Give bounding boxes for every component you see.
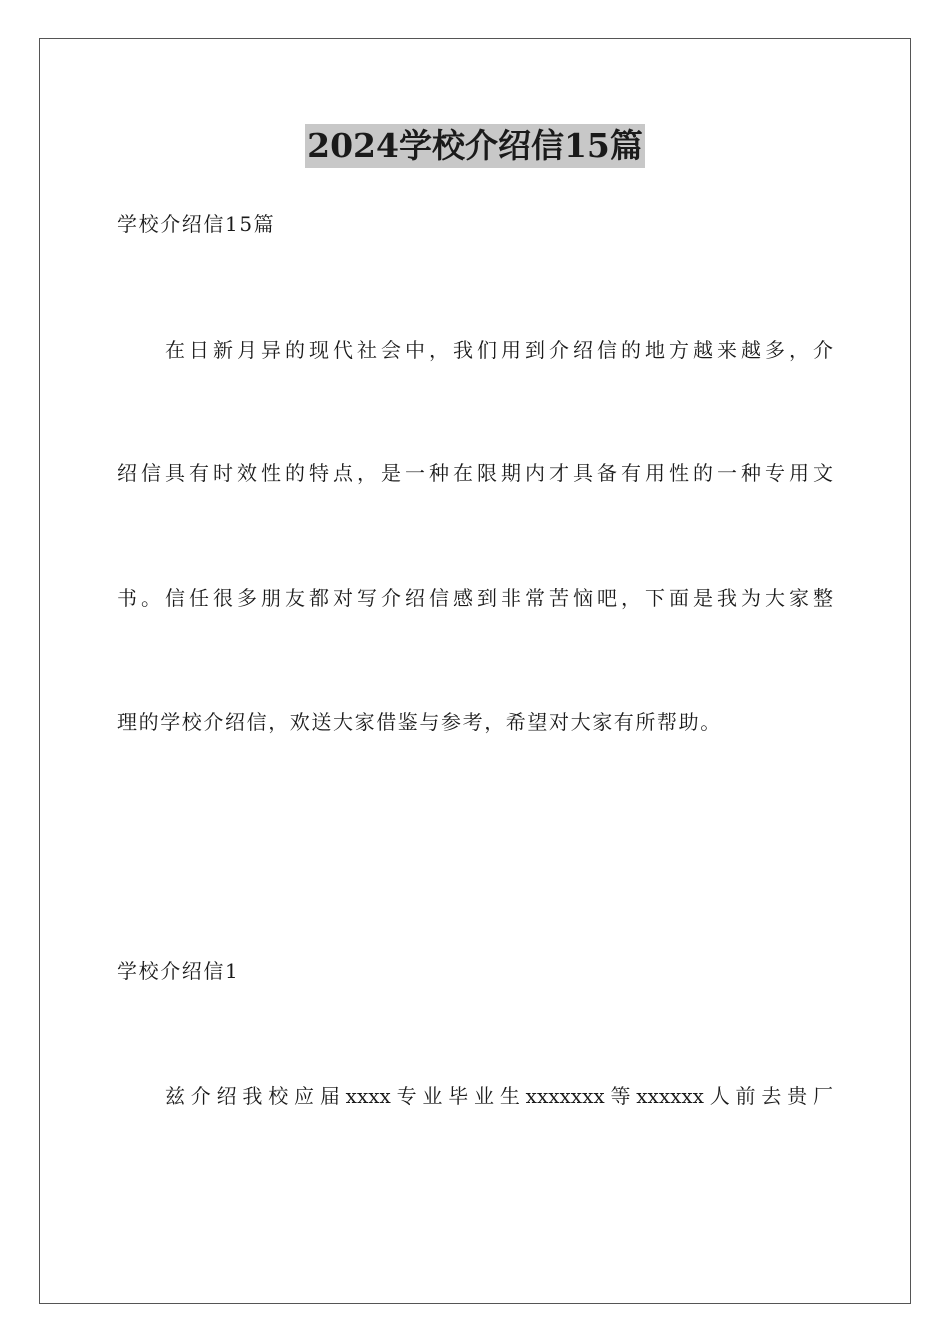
intro-line-4: 理的学校介绍信，欢送大家借鉴与参考，希望对大家有所帮助。 <box>117 710 722 734</box>
section-heading: 学校介绍信1 <box>117 959 240 983</box>
intro-line-1: 在日新月异的现代社会中，我们用到介绍信的地方越来越多，介 <box>165 338 833 362</box>
section-line-1: 兹介绍我校应届xxxx专业毕业生xxxxxxx等xxxxxx人前去贵厂 <box>165 1084 833 1108</box>
intro-line-3: 书。信任很多朋友都对写介绍信感到非常苦恼吧，下面是我为大家整 <box>117 586 833 610</box>
document-title: 2024学校介绍信15篇 <box>305 124 645 168</box>
title-container <box>0 124 950 168</box>
intro-line-2: 绍信具有时效性的特点，是一种在限期内才具备有用性的一种专用文 <box>117 461 833 485</box>
document-subtitle: 学校介绍信15篇 <box>117 212 276 236</box>
